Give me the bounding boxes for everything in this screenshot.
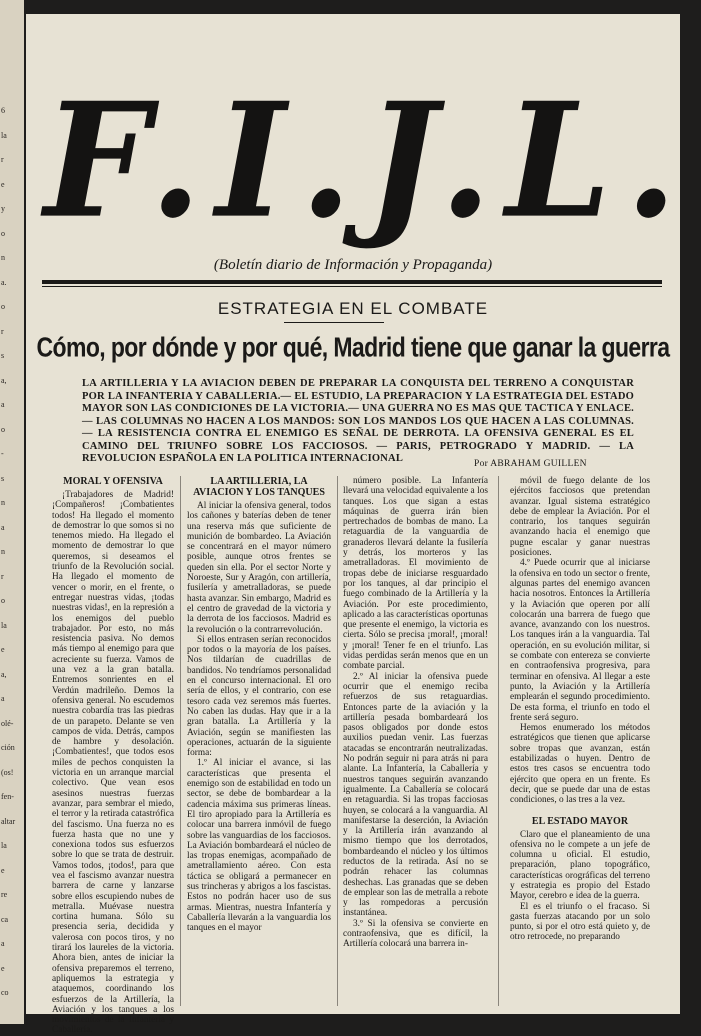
- section-kicker: ESTRATEGIA EN EL COMBATE: [217, 299, 489, 318]
- previous-page-fragment: e: [1, 865, 5, 875]
- masthead-rule: [42, 280, 662, 284]
- previous-page-fragment: a: [1, 522, 5, 532]
- previous-page-fragment: o: [1, 424, 5, 434]
- column-paragraph: número posible. La Infantería llevará una velocidad equivalente a los tanques. Los que sigan a estas máquinas de guerra irán bien pertrechados de bombas de mano. La retaguardia de la vanguardia de granaderos llevará delante la fusilería y detrás, los morteros y las ametralladoras. El movimiento de tropas debe de iniciarse resguardado por los tanques, al dar principio el fuego combinado de la Artillería y la Aviación. Por este procedimiento, aplicado a las características oportunas que presente el enemigo, la victoria es cierta. Sólo se precisa ¡moral!, ¡moral! y ¡moral! Tener fe en el triunfo. Las vidas perdidas serán menos que en un combate parcial.: [343, 476, 488, 672]
- column-separator: [180, 476, 181, 1006]
- newspaper-page: [26, 14, 692, 1036]
- column-subheading: EL ESTADO MAYOR: [531, 815, 629, 827]
- previous-page-fragment: s: [1, 351, 5, 360]
- previous-page-fragment: ción: [1, 743, 15, 752]
- column-paragraph: Claro que el planeamiento de una ofensiva no le compete a un jefe de columna u oficial. El estudio, preparación, plano topográfico, características orográficas del terreno y estrategia es propio del Estado Mayor, cerebro e idea de la guerra.: [510, 829, 650, 902]
- column-separator: [337, 476, 338, 1006]
- previous-page-fragment: a: [1, 939, 5, 948]
- previous-page-fragment: e: [1, 963, 5, 973]
- previous-page-fragment: n: [1, 253, 5, 262]
- previous-page-fragment: o: [1, 228, 5, 238]
- column-heading: LA ARTILLERIA, LA AVIACION Y LOS TANQUES: [193, 476, 325, 498]
- masthead-rule-thin: [42, 286, 662, 287]
- article-column-2: [187, 476, 331, 1008]
- kicker-underline: [284, 322, 384, 323]
- article-column-1: [52, 476, 174, 1036]
- previous-page-fragment: o: [1, 596, 5, 605]
- previous-page-fragment: a: [1, 694, 5, 703]
- previous-page-fragment: a.: [1, 277, 7, 287]
- previous-page-fragment: n: [1, 547, 5, 556]
- previous-page-fragment: -: [1, 449, 4, 458]
- column-paragraph: ¡Trabajadores de Madrid! ¡Compañeros! ¡Combatientes todos! Ha llegado el momento de demostrar lo que somos si no tenemos miedo. Ha llegado el momento de demostrar lo que queremos, si deseamos el triunfo de la Revolución social. Ha llegado el momento de vencer o morir, en el frente, o entregar nuestras vidas, ¡todas nuestras vidas!, en la represión a los enemigos del pueblo trabajador. Por esto, no más resistencia pasiva. No demos más tiempo al enemigo para que acreciente su fuerza. Vamos de una vez a la gran batalla. Entremos sonrientes en el Verdún madrileño. Demos la ofensiva general. No escudemos nuestra cobardía tras las piedras de un parapeto. Delante se ven campos de vida. Detrás, campos de hambre y desolación. ¡Combatientes!, que todos esos miles de pechos conquisten la victoria en un arranque marcial colectivo. Que vean esos asesinos nuestras fuerzas avanzar, para sembrar el miedo, el terror y la retirada catastrófica del fascismo. Una fuerza no es fuerza hasta que no une y conexiona todos sus esfuerzos sobre lo que se trata de destruir. Vamos todos, ¡todos!, para que vea el fascismo avanzar nuestra barrera de carne y lanzarse sobre ellos escupiendo nubes de metralla. Muévase nuestra cortina humana. Sólo su presencia seria, decidida y valerosa con pocos tiros, y no tirará los laureles de la victoria. Ahora bien, antes de iniciar la ofensiva preparemos el terreno, apliquemos la estrategia y ataquemos, coordinando los esfuerzos de la Artillería, la Aviación y los tanques a los movimientos de la Infantería y Caballería.: [52, 490, 174, 1036]
- previous-page-fragment: la: [1, 130, 7, 140]
- column-paragraph: Al iniciar la ofensiva general, todos los cañones y baterías deben de tener una reserva más que suficiente de munición de bombardeo. La Aviación se concentrará en el mayor número posible, aunque otros frentes se queden sin ella. Por el sector Norte y Noroeste, Sur y Aragón, con artillería, fusilería y ametralladoras, se puede hasta avanzar. Sin embargo, Madrid es el centro de gravedad de la victoria y la derrota de los facciosos. Madrid es la revolución o la contrarrevolución.: [187, 501, 331, 635]
- column-paragraph: 2.º Al iniciar la ofensiva puede ocurrir que el enemigo reciba refuerzos de sus retaguardias. Entonces parte de la aviación y la artillería pesada bombardeará los pasos obligados por donde estos auxilios puedan venir. Las fuerzas atacadas se encontrarán neutralizadas. No podrán seguir ni para atrás ni para alante. La Infantería, la Caballería y nuestros tanques seguirán avanzando igualmente. La Caballería se colocará en retaguardia. Si las tropas facciosas huyen, se colocará a la vanguardia. Al manifestarse la deserción, la Aviación y la Artillería irán avanzando al mismo tiempo que los derrotados, bombardeando el núcleo y los últimos reductos de la retirada. Así no se podrán rehacer las columnas deshechas. Las granadas que se deben de emplear son las de metralla a rebote y las rompedoras a percusión instantánea.: [343, 671, 488, 919]
- previous-page-fragment: a,: [1, 669, 7, 679]
- column-heading: MORAL Y OFENSIVA: [63, 476, 163, 487]
- article-column-4: [510, 476, 650, 1008]
- previous-page-edge: [0, 0, 24, 1024]
- previous-page-fragment: re: [1, 890, 8, 899]
- column-paragraph: 3.º Si la ofensiva se convierte en contraofensiva, que es difícil, la Artillería colocará una barrera in-: [343, 918, 488, 950]
- previous-page-fragment: r: [1, 326, 4, 336]
- column-separator: [498, 476, 499, 1006]
- article-summary: LA ARTILLERIA Y LA AVIACION DEBEN DE PREPARAR LA CONQUISTA DEL TERRENO A CONQUISTAR POR LA INFANTERIA Y CABALLERIA.— EL ESTUDIO, LA PREPARACION Y LA ESTRATEGIA DEL ESTADO MAYOR SON LAS CONDICIONES DE LA VICTORIA.— UNA GUERRA NO ES MAS QUE TACTICA Y ENLACE.— LAS COLUMNAS NO HACEN A LOS MANDOS: SON LOS MANDOS LOS QUE HACEN A LAS COLUMNAS.— LA RESISTENCIA CONTRA EL ENEMIGO ES SEÑAL DE DERROTA. LA OFENSIVA GENERAL ES EL CAMINO DEL TRIUNFO SOBRE LOS FACCIOSOS. — PARIS, PETROGRADO Y MADRID. — LA REVOLUCION ESPAÑOLA EN LA POLITICA INTERNACIONAL: [82, 378, 634, 464]
- previous-page-fragment: altar: [1, 816, 16, 826]
- previous-page-fragment: o: [1, 302, 5, 311]
- previous-page-fragment: fen-: [1, 792, 14, 801]
- page-headline: Cómo, por dónde y por qué, Madrid tiene que ganar la guerra: [36, 331, 670, 363]
- previous-page-fragment: olé-: [1, 718, 14, 728]
- previous-page-fragment: 6: [1, 106, 5, 115]
- column-paragraph: 1.º Al iniciar el avance, si las características que presenta el enemigo son de estabilidad en todo un sector, se debe de bombardear a la cadencia máxima sus primeras líneas. El tiro apropiado para la Artillería es colocar una barrera inmóvil de fuego sobre las vanguardias de los facciosos. La Aviación bombardeará el núcleo de las tropas enemigas, acompañado de ametrallamiento aéreo. Con esta táctica se obligará a permanecer en sus trincheras y abrigos a los fascistas. Estos no podrán hacer uso de sus armas. Mientras, nuestra Infantería y Caballería llevarán a la vanguardia los tanques en el mayor: [187, 758, 331, 934]
- previous-page-fragment: e: [1, 179, 5, 189]
- previous-page-fragment: y: [1, 204, 5, 213]
- previous-page-fragment: r: [1, 571, 4, 581]
- column-paragraph: Si ellos entrasen serían reconocidos por todos o la mayoría de los países. Nos tildarían de cuadrillas de bandidos. No tendríamos personalidad en el concurso internacional. El oro sería de ellos, y el contrario, con ese tesoro cada vez seremos más fuertes. No caben las dudas. Hay que ir a la gran batalla. La Artillería y la Aviación, según se manifiesten las operaciones, actuarán de la siguiente forma:: [187, 634, 331, 759]
- previous-page-fragment: co: [1, 988, 9, 997]
- article-column-3: [343, 476, 488, 1008]
- column-paragraph: El es el triunfo o el fracaso. Si gasta fuerzas atacando por un solo punto, si por el otro está quieto y, de otro retrocede, no preparando: [510, 901, 650, 943]
- previous-page-fragment: la: [1, 841, 7, 850]
- masthead-subtitle: (Boletín diario de Información y Propaganda): [213, 257, 493, 273]
- previous-page-fragment: a: [1, 400, 5, 409]
- column-paragraph: Hemos enumerado los métodos estratégicos que tienen que aplicarse sobre tropas que avanzan, están estabilizadas o huyen. Dentro de estos tres casos se encuentra todo ejército que opera en un frente. Es decir, que se puede dar una de estas condiciones, o las tres a la vez.: [510, 723, 650, 806]
- previous-page-fragment: a,: [1, 375, 7, 385]
- previous-page-fragment: s: [1, 473, 5, 483]
- previous-page-fragment: n: [1, 498, 5, 507]
- previous-page-fragment: ca: [1, 914, 9, 924]
- column-paragraph: 4.º Puede ocurrir que al iniciarse la ofensiva en todo un sector o frente, algunas partes del enemigo avancen hacia nosotros. Entonces la Artillería y la Aviación que operen por allí colocarán una barrera de fuego que avance, avanzando con los nuestros. Los tanques irán a la vanguardia. Tal operación, en su evolución militar, si se combate con entereza se convierte en contraofensiva progresiva, para terminar en ofensiva. Al llegar a este punto, la Aviación y la Artillería emplearán el segundo procedimiento. De esta forma, el triunfo en todo el frente será seguro.: [510, 558, 650, 723]
- previous-page-fragment: (os!: [1, 767, 14, 777]
- previous-page-fragment: e: [1, 645, 5, 654]
- column-paragraph: móvil de fuego delante de los ejércitos facciosos que pretendan avanzar. Igual sistema estratégico debe de emplear la Aviación. Por el contrario, los tanques seguirán avanzando hacia el enemigo que pugne escalar y ganar nuestras posiciones.: [510, 476, 650, 559]
- previous-page-fragment: r: [1, 155, 4, 164]
- article-byline: Por ABRAHAM GUILLEN: [474, 459, 587, 469]
- masthead-logo: F.I.J.L.: [44, 68, 692, 254]
- previous-page-fragment: la: [1, 620, 7, 630]
